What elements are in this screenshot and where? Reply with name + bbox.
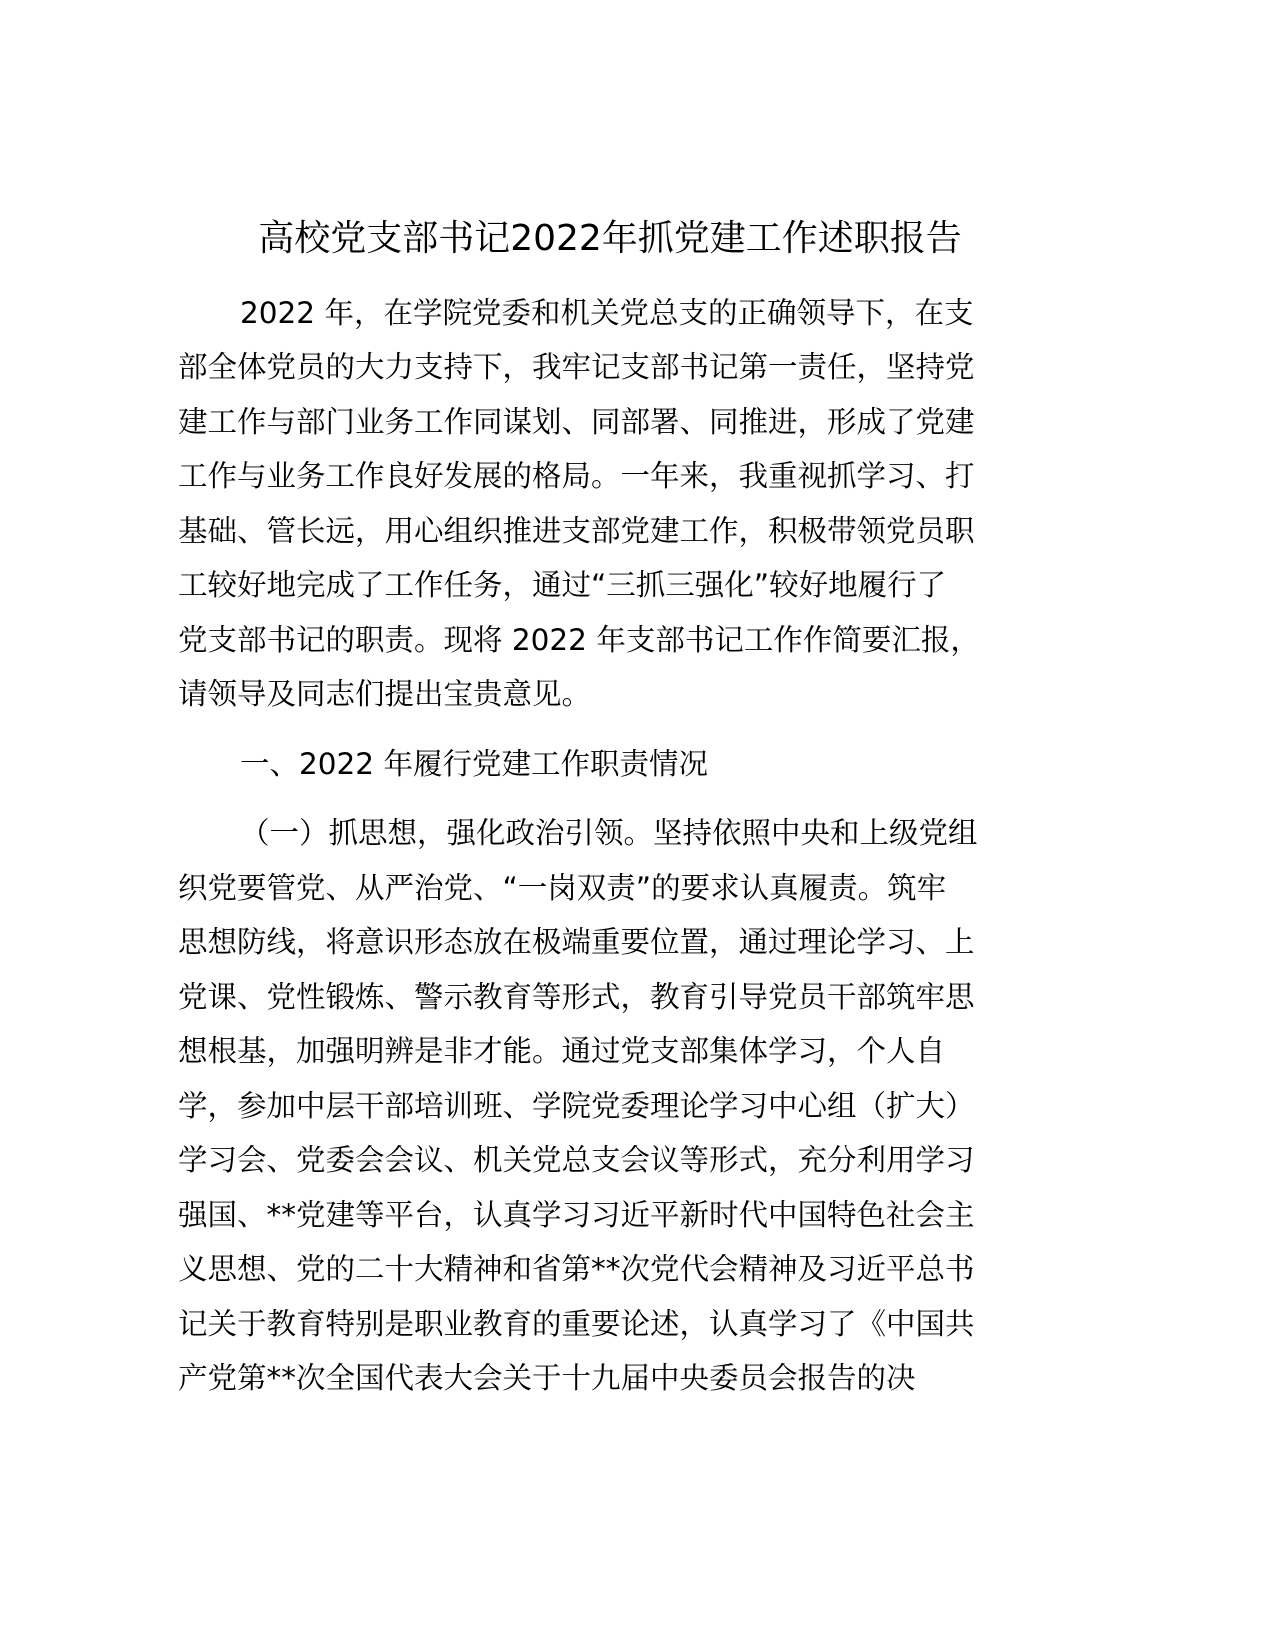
paragraph-line: 党课、党性锻炼、警示教育等形式，教育引导党员干部筑牢思 [178, 980, 975, 1014]
paragraph-line: 工作与业务工作良好发展的格局。一年来，我重视抓学习、打 [178, 459, 975, 493]
paragraph-line: 学，参加中层干部培训班、学院党委理论学习中心组（扩大） [178, 1089, 975, 1123]
paragraph-line: 想根基，加强明辨是非才能。通过党支部集体学习，个人自 [178, 1034, 946, 1068]
paragraph-line: 学习会、党委会会议、机关党总支会议等形式，充分利用学习 [178, 1143, 975, 1177]
paragraph-line: 部全体党员的大力支持下，我牢记支部书记第一责任，坚持党 [178, 350, 975, 384]
paragraph-line: 义思想、党的二十大精神和省第**次党代会精神及习近平总书 [178, 1252, 975, 1286]
paragraph-line: 党支部书记的职责。现将 2022 年支部书记工作作简要汇报， [178, 623, 980, 657]
paragraph-line: （一）抓思想，强化政治引领。坚持依照中央和上级党组 [240, 816, 978, 850]
paragraph-line: 建工作与部门业务工作同谋划、同部署、同推进，形成了党建 [178, 405, 975, 439]
paragraph-line: 工较好地完成了工作任务，通过“三抓三强化”较好地履行了 [178, 568, 947, 602]
paragraph-line: 产党第**次全国代表大会关于十九届中央委员会报告的决 [178, 1361, 916, 1395]
paragraph-line: 基础、管长远，用心组织推进支部党建工作，积极带领党员职 [178, 514, 975, 548]
paragraph-line: 2022 年，在学院党委和机关党总支的正确领导下，在支 [240, 296, 974, 330]
document-title: 高校党支部书记2022年抓党建工作述职报告 [258, 218, 962, 259]
paragraph-line: 请领导及同志们提出宝贵意见。 [178, 677, 592, 711]
paragraph-line: 强国、**党建等平台，认真学习习近平新时代中国特色社会主 [178, 1198, 975, 1232]
paragraph-line: 思想防线，将意识形态放在极端重要位置，通过理论学习、上 [178, 925, 975, 959]
paragraph-line: 织党要管党、从严治党、“一岗双责”的要求认真履责。筑牢 [178, 871, 947, 905]
section-heading: 一、2022 年履行党建工作职责情况 [240, 747, 708, 781]
paragraph-line: 记关于教育特别是职业教育的重要论述，认真学习了《中国共 [178, 1307, 975, 1341]
